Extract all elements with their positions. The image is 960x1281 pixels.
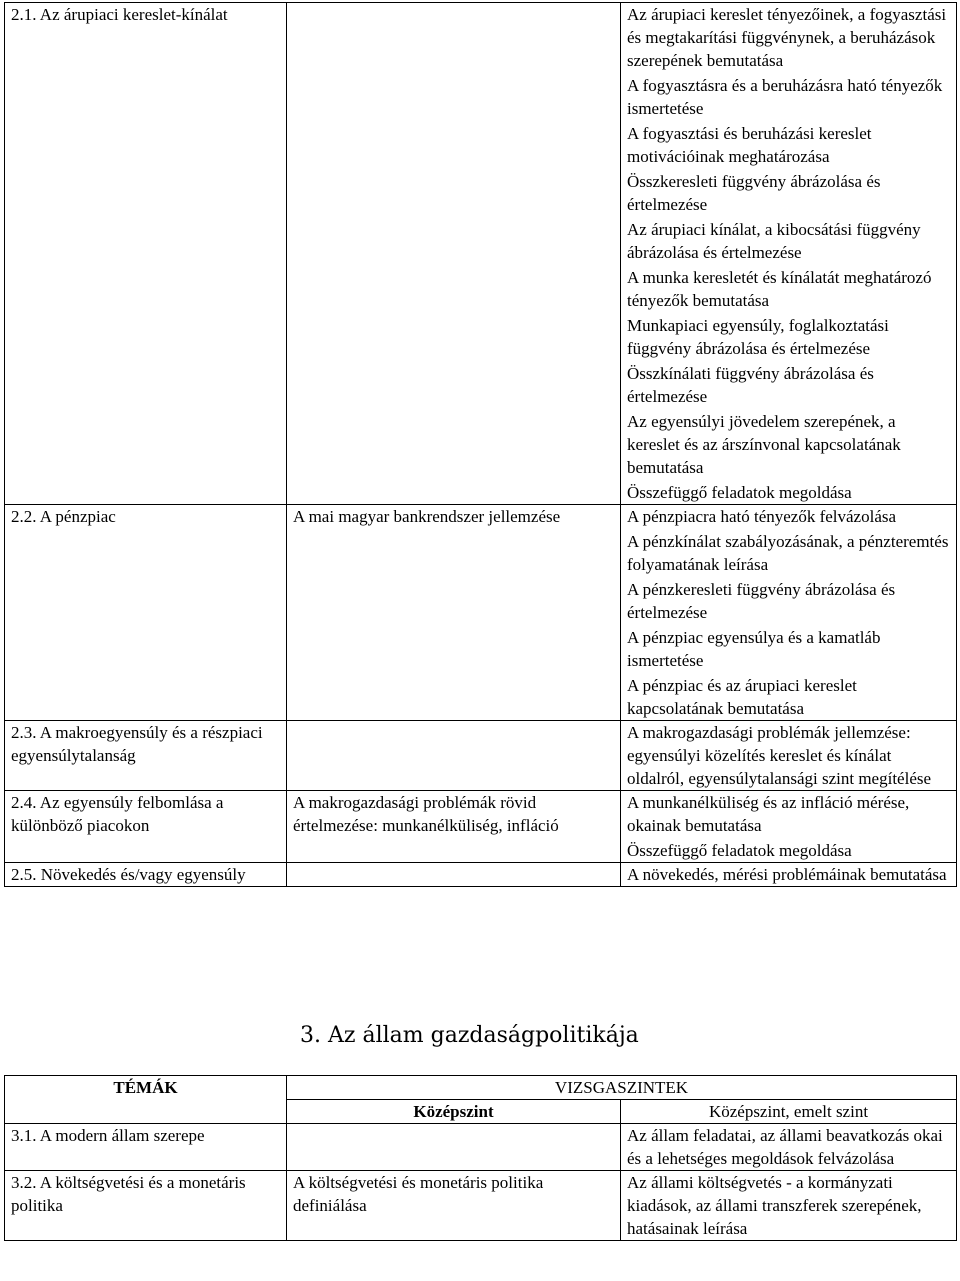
advanced-level-cell: Az állami költségvetés - a kormányzati kiadások, az állami transzferek szerepének, hatásainak leírása [621, 1171, 957, 1241]
list-item: A fogyasztásra és a beruházásra ható tényezők ismertetése [627, 76, 943, 118]
topic-cell: 2.1. Az árupiaci kereslet-kínálat [5, 3, 287, 505]
list-item: A pénzpiac egyensúlya és a kamatláb ismertetése [627, 628, 881, 670]
state-policy-table [4, 1075, 957, 1241]
mid-level-cell [287, 863, 621, 887]
mid-level-cell [287, 3, 621, 505]
list-item: A pénzpiac és az árupiaci kereslet kapcsolatának bemutatása [627, 676, 857, 718]
topic-cell: 2.2. A pénzpiac [5, 505, 287, 721]
list-item: A pénzkeresleti függvény ábrázolása és értelmezése [627, 580, 896, 622]
table-row [5, 721, 957, 791]
table-row [5, 863, 957, 887]
table-row [5, 1171, 957, 1241]
advanced-level-cell [621, 863, 957, 887]
topic-cell: 3.2. A költségvetési és a monetáris politika [5, 1171, 287, 1241]
list-item: A makrogazdasági problémák jellemzése: egyensúlyi közelítés kereslet és kínálat oldalról, egyensúlytalansági szint megítélése [627, 723, 932, 788]
table-row [5, 1124, 957, 1171]
advanced-level-header: Középszint, emelt szint [621, 1100, 957, 1124]
topic-cell: 3.1. A modern állam szerepe [5, 1124, 287, 1171]
advanced-level-cell [621, 721, 957, 791]
list-item: Összefüggő feladatok megoldása [627, 483, 852, 502]
mid-level-cell: A mai magyar bankrendszer jellemzése [287, 505, 621, 721]
exam-levels-header: VIZSGASZINTEK [287, 1076, 957, 1100]
section-title: 3. Az állam gazdaságpolitikája [300, 1023, 639, 1048]
list-item: A munkanélküliség és az infláció mérése, okainak bemutatása [627, 793, 910, 835]
topic-cell: 2.4. Az egyensúly felbomlása a különböző piacokon [5, 791, 287, 863]
mid-level-cell: A költségvetési és monetáris politika definiálása [287, 1171, 621, 1241]
list-item: A pénzpiacra ható tényezők felvázolása [627, 507, 897, 526]
list-item: A pénzkínálat szabályozásának, a pénzteremtés folyamatának leírása [627, 532, 949, 574]
table-row [5, 505, 957, 721]
list-item: Összkeresleti függvény ábrázolása és értelmezése [627, 172, 881, 214]
economics-topics-table [4, 2, 957, 887]
table-row [5, 3, 957, 505]
list-item: Összkínálati függvény ábrázolása és értelmezése [627, 364, 874, 406]
table-header-row [5, 1076, 957, 1100]
advanced-level-cell: Az állam feladatai, az állami beavatkozás okai és a lehetséges megoldások felvázolása [621, 1124, 957, 1171]
mid-level-header: Középszint [287, 1100, 621, 1124]
mid-level-cell: A makrogazdasági problémák rövid értelmezése: munkanélküliség, infláció [287, 791, 621, 863]
advanced-level-cell [621, 505, 957, 721]
list-item: Az egyensúlyi jövedelem szerepének, a kereslet és az árszínvonal kapcsolatának bemutatása [627, 412, 901, 477]
topic-cell: 2.3. A makroegyensúly és a részpiaci egyensúlytalanság [5, 721, 287, 791]
list-item: Az árupiaci kínálat, a kibocsátási függvény ábrázolása és értelmezése [627, 220, 921, 262]
list-item: A növekedés, mérési problémáinak bemutatása [627, 865, 947, 884]
table-row [5, 791, 957, 863]
mid-level-cell [287, 721, 621, 791]
list-item: A munka keresletét és kínálatát meghatározó tényezők bemutatása [627, 268, 932, 310]
list-item: Összefüggő feladatok megoldása [627, 841, 852, 860]
mid-level-cell [287, 1124, 621, 1171]
advanced-level-cell [621, 3, 957, 505]
list-item: A fogyasztási és beruházási kereslet motivációinak meghatározása [627, 124, 872, 166]
list-item: Munkapiaci egyensúly, foglalkoztatási függvény ábrázolása és értelmezése [627, 316, 889, 358]
topic-cell: 2.5. Növekedés és/vagy egyensúly [5, 863, 287, 887]
advanced-level-cell [621, 791, 957, 863]
list-item: Az árupiaci kereslet tényezőinek, a fogyasztási és megtakarítási függvénynek, a beruházások szerepének bemutatása [627, 5, 947, 70]
topics-header: TÉMÁK [5, 1076, 287, 1124]
